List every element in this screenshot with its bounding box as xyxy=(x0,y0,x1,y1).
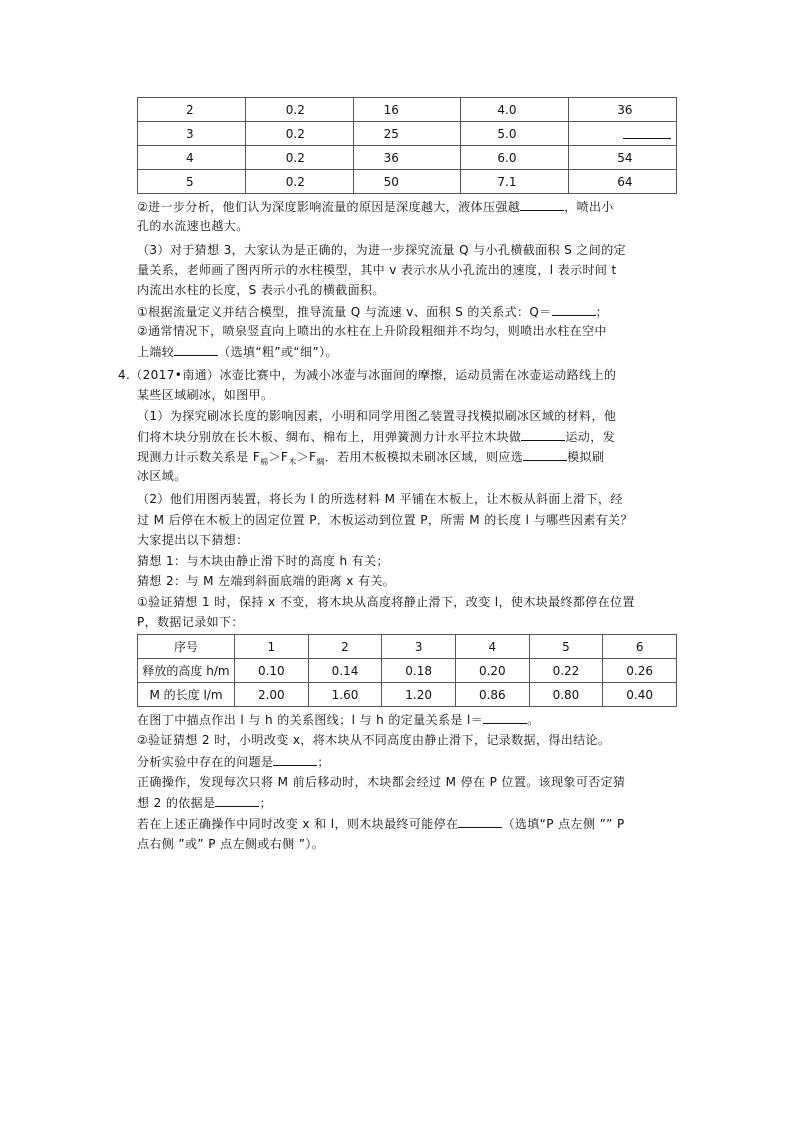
table-cell: 0.22 xyxy=(529,659,603,683)
table-cell: 6.0 xyxy=(461,146,569,170)
text-line: 分析实验中存在的问题是 ； xyxy=(137,755,330,769)
table-cell: 2 xyxy=(138,98,246,122)
table-row xyxy=(138,98,677,122)
table-row xyxy=(138,683,677,707)
table-cell: 4 xyxy=(138,146,246,170)
text-line: ②进一步分析，他们认为深度影响流量的原因是深度越大，液体压强越 ，喷出小 xyxy=(137,200,614,214)
answer-blank[interactable] xyxy=(174,343,218,356)
text-line: 点右侧 ”或” P 点左侧或右侧 ”）。 xyxy=(137,837,325,851)
text-line: 正确操作，发现每次只将 M 前后移动时，木块都会经过 M 停在 P 位置。该现象可否定猜 xyxy=(137,775,626,789)
text-line: 猜想 1：与木块由静止滑下时的高度 h 有关； xyxy=(137,554,389,568)
table-cell: 0.80 xyxy=(529,683,603,707)
table-cell: 1 xyxy=(235,635,309,659)
table-cell: 释放的高度 h/m xyxy=(138,659,235,683)
table-cell: M 的长度 l/m xyxy=(138,683,235,707)
text-line: ①验证猜想 1 时，保持 x 不变，将木块从高度将静止滑下，改变 l，使木块最终都停在位置 xyxy=(137,595,635,609)
text-line: 猜想 2：与 M 左端到斜面底端的距离 x 有关。 xyxy=(137,574,396,588)
table-cell: 0.2 xyxy=(245,98,353,122)
table-cell: 5.0 xyxy=(461,122,569,146)
answer-blank[interactable] xyxy=(273,753,317,766)
table-cell: 3 xyxy=(138,122,246,146)
text-line: ②通常情况下，喷泉竖直向上喷出的水柱在上升阶段粗细并不均匀，则喷出水柱在空中 xyxy=(137,324,607,338)
text-line: 孔的水流速也越大。 xyxy=(137,219,249,233)
table-cell: 0.2 xyxy=(245,146,353,170)
table-row xyxy=(138,659,677,683)
answer-blank[interactable] xyxy=(215,794,259,807)
table-cell: 64 xyxy=(569,170,677,194)
table-cell: 1.60 xyxy=(308,683,382,707)
text-line: 内流出水柱的长度，S 表示小孔的横截面积。 xyxy=(137,283,385,297)
table-cell-blank xyxy=(569,122,677,146)
table-cell: 54 xyxy=(569,146,677,170)
text-line: ①根据流量定义并结合模型，推导流量 Q 与流速 v、面积 S 的关系式：Q＝ ； xyxy=(137,305,609,319)
text-line: 们将木块分别放在长木板、绸布、棉布上，用弹簧测力计水平拉木块做 运动，发 xyxy=(137,430,616,444)
table-cell: 4 xyxy=(455,635,529,659)
text-line: 冰区域。 xyxy=(137,469,187,483)
text-line: 想 2 的依据是 ； xyxy=(137,796,272,810)
data-table-flow xyxy=(137,97,677,194)
text-line: 某些区域刷冰，如图甲。 xyxy=(137,388,274,402)
data-table-slide xyxy=(137,634,677,707)
table-cell: 2.00 xyxy=(235,683,309,707)
text-line: ②验证猜想 2 时，小明改变 x，将木块从不同高度由静止滑下，记录数据，得出结论。 xyxy=(137,733,611,747)
text-line: （1）为探究刷冰长度的影响因素，小明和同学用图乙装置寻找模拟刷冰区域的材料，他 xyxy=(137,409,617,423)
answer-blank[interactable] xyxy=(623,126,671,139)
table-cell: 0.10 xyxy=(235,659,309,683)
table-cell: 2 xyxy=(308,635,382,659)
answer-blank[interactable] xyxy=(520,198,564,211)
table-cell: 序号 xyxy=(138,635,235,659)
table-cell: 25 xyxy=(353,122,461,146)
answer-blank[interactable] xyxy=(458,815,502,828)
text-line: 若在上述正确操作中同时改变 x 和 l，则木块最终可能停在 （选填“P 点左侧 ”” P xyxy=(137,817,625,831)
table-cell: 0.86 xyxy=(455,683,529,707)
text-line: P，数据记录如下： xyxy=(137,615,244,629)
answer-blank[interactable] xyxy=(552,303,596,316)
table-cell: 0.26 xyxy=(603,659,677,683)
text-line: （3）对于猜想 3，大家认为是正确的，为进一步探究流量 Q 与小孔横截面积 S 之间的定 xyxy=(137,243,627,257)
table-cell: 1.20 xyxy=(382,683,456,707)
table-cell: 5 xyxy=(138,170,246,194)
table-cell: 0.40 xyxy=(603,683,677,707)
table-cell: 4.0 xyxy=(461,98,569,122)
table-cell: 7.1 xyxy=(461,170,569,194)
table-cell: 36 xyxy=(569,98,677,122)
answer-blank[interactable] xyxy=(521,428,565,441)
text-line: 现测力计示数关系是 $F_棉>F_木>F_绸$．若用木板模拟未刷冰区域，则应选 模拟刷 xyxy=(137,450,605,467)
answer-blank[interactable] xyxy=(523,448,567,461)
table-row xyxy=(138,170,677,194)
table-cell: 0.2 xyxy=(245,170,353,194)
table-cell: 36 xyxy=(353,146,461,170)
text-line: 过 M 后停在木板上的固定位置 P．木板运动到位置 P，所需 M 的长度 l 与哪些因素有关？ xyxy=(137,513,633,527)
table-cell: 6 xyxy=(603,635,677,659)
text-line: 大家提出以下猜想： xyxy=(137,533,249,547)
table-cell: 0.18 xyxy=(382,659,456,683)
text-line: 在图丁中描点作出 l 与 h 的关系图线；l 与 h 的定量关系是 l＝ 。 xyxy=(137,713,540,727)
table-row xyxy=(138,122,677,146)
table-cell: 3 xyxy=(382,635,456,659)
table-cell: 5 xyxy=(529,635,603,659)
table-cell: 0.14 xyxy=(308,659,382,683)
table-cell: 16 xyxy=(353,98,461,122)
text-line: 上端较 （选填“粗”或“细”）。 xyxy=(137,345,338,359)
question-heading: 4.（2017•南通）冰壶比赛中，为减小冰壶与冰面间的摩擦，运动员需在冰壶运动路线上的 xyxy=(118,368,617,382)
text-line: 量关系，老师画了图丙所示的水柱模型，其中 v 表示水从小孔流出的速度，l 表示时间 t xyxy=(137,263,617,277)
text-line: （2）他们用图丙装置，将长为 l 的所选材料 M 平铺在木板上，让木板从斜面上滑下，经 xyxy=(137,492,623,506)
table-row xyxy=(138,146,677,170)
table-cell: 0.2 xyxy=(245,122,353,146)
table-cell: 0.20 xyxy=(455,659,529,683)
table-row-header xyxy=(138,635,677,659)
table-cell: 50 xyxy=(353,170,461,194)
answer-blank[interactable] xyxy=(483,711,527,724)
